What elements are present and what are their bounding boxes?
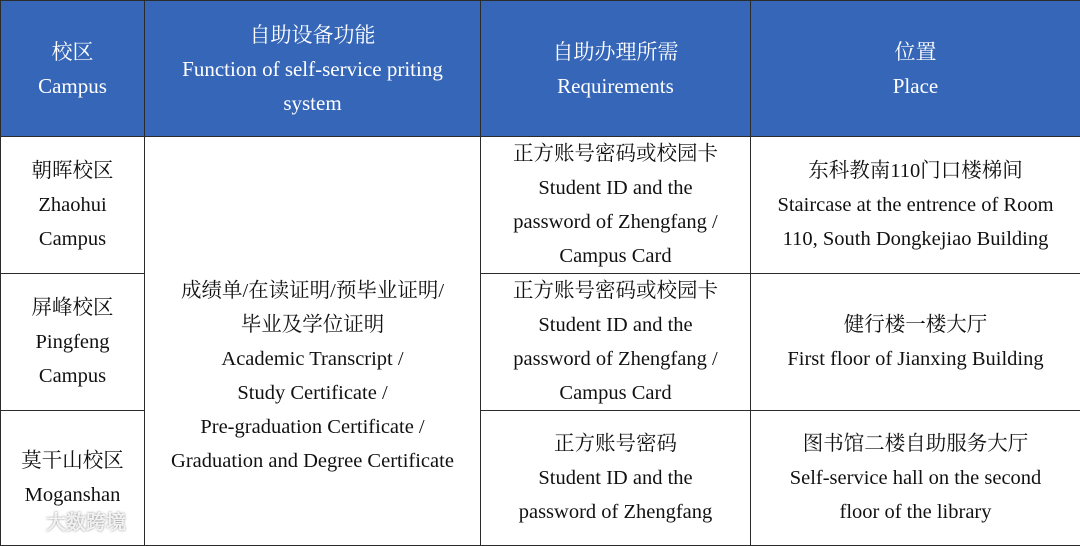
requirements-zh: 正方账号密码: [485, 427, 746, 461]
requirements-en-2: password of Zhengfang /: [485, 205, 746, 239]
campus-zh: 朝晖校区: [5, 154, 140, 188]
function-en-3: Pre-graduation Certificate /: [149, 410, 476, 444]
place-en-1: Staircase at the entrence of Room: [755, 188, 1076, 222]
requirements-en-3: Campus Card: [485, 376, 746, 410]
campus-en-1: Moganshan: [5, 478, 140, 512]
requirements-en-2: password of Zhengfang /: [485, 342, 746, 376]
campus-en-1: Zhaohui: [5, 188, 140, 222]
header-place-en: Place: [755, 69, 1076, 103]
watermark-text: 大数跨境: [46, 506, 126, 535]
requirements-en-2: password of Zhengfang: [485, 495, 746, 529]
campus-en-1: Pingfeng: [5, 325, 140, 359]
function-zh-2: 毕业及学位证明: [149, 308, 476, 342]
header-function-en-2: system: [149, 86, 476, 120]
requirements-en-1: Student ID and the: [485, 461, 746, 495]
header-row: [1, 1, 1080, 137]
requirements-zh: 正方账号密码或校园卡: [485, 137, 746, 171]
chat-bubble-icon: [8, 509, 42, 533]
place-zh: 东科教南110门口楼梯间: [755, 154, 1076, 188]
campus-zh: 莫干山校区: [5, 444, 140, 478]
header-requirements-en: Requirements: [485, 69, 746, 103]
header-place: [751, 1, 1080, 137]
requirements-zh: 正方账号密码或校园卡: [485, 274, 746, 308]
header-campus-zh: 校区: [5, 35, 140, 69]
requirements-en-3: Campus Card: [485, 239, 746, 273]
place-cell: [751, 137, 1080, 274]
function-cell: [145, 137, 481, 546]
place-zh: 图书馆二楼自助服务大厅: [755, 427, 1076, 461]
place-en-1: First floor of Jianxing Building: [755, 342, 1076, 376]
function-en-4: Graduation and Degree Certificate: [149, 444, 476, 478]
place-en-2: 110, South Dongkejiao Building: [755, 222, 1076, 256]
place-en-1: Self-service hall on the second: [755, 461, 1076, 495]
campus-zh: 屏峰校区: [5, 291, 140, 325]
campus-en-2: Campus: [5, 222, 140, 256]
header-requirements: [481, 1, 751, 137]
requirements-en-1: Student ID and the: [485, 308, 746, 342]
table-header: [1, 1, 1080, 137]
header-campus-en: Campus: [5, 69, 140, 103]
header-function-en-1: Function of self-service priting: [149, 52, 476, 86]
place-en-2: floor of the library: [755, 495, 1076, 529]
table-row: [1, 137, 1080, 274]
header-function-zh: 自助设备功能: [149, 18, 476, 52]
function-en-2: Study Certificate /: [149, 376, 476, 410]
place-cell: [751, 274, 1080, 411]
header-campus: [1, 1, 145, 137]
header-place-zh: 位置: [755, 35, 1076, 69]
campus-en-2: Campus: [5, 359, 140, 393]
requirements-cell: [481, 137, 751, 274]
requirements-en-1: Student ID and the: [485, 171, 746, 205]
place-cell: [751, 411, 1080, 546]
place-zh: 健行楼一楼大厅: [755, 308, 1076, 342]
header-requirements-zh: 自助办理所需: [485, 35, 746, 69]
header-function: [145, 1, 481, 137]
table-body: [1, 137, 1080, 546]
campus-cell: [1, 137, 145, 274]
requirements-cell: [481, 274, 751, 411]
campus-cell: [1, 274, 145, 411]
requirements-cell: [481, 411, 751, 546]
function-en-1: Academic Transcript /: [149, 342, 476, 376]
function-zh-1: 成绩单/在读证明/预毕业证明/: [149, 274, 476, 308]
watermark: [8, 506, 126, 535]
